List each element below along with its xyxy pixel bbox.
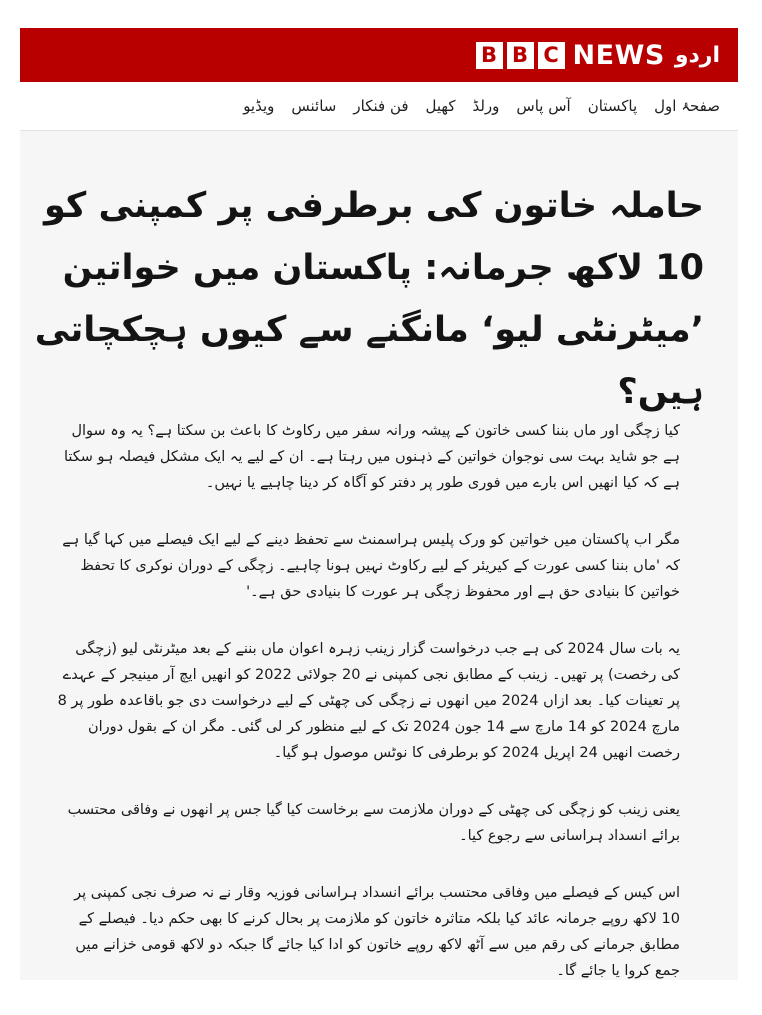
article-paragraph: یعنی زینب کو زچگی کی چھٹی کے دوران ملازمت سے برخاست کیا گیا جس پر انھوں نے وفاقی محتسب برائے انسداد ہراسانی سے رجوع کیا۔ xyxy=(67,802,680,844)
nav-item-home[interactable]: صفحۂ اول xyxy=(654,97,720,115)
logo-language-word: اردو xyxy=(674,42,720,68)
article-paragraph: یہ بات سال 2024 کی ہے جب درخواست گزار زینب زہرہ اعوان ماں بننے کے بعد میٹرنٹی لیو (زچگی کی رخصت) پر تھیں۔ زینب کے مطابق نجی کمپنی نے 20 جولائی 2022 کو انھیں ایچ آر مینیجر کے عہدے پر تعینات کیا۔ بعد ازاں 2024 میں انھوں نے زچگی کی چھٹی کے لیے درخواست دی جو باقاعدہ طور پر 8 مارچ 2024 کو 14 مارچ سے 14 جون 2024 تک کے لیے منظور کر لی گئی۔ مگر ان کے بقول دوران رخصت انھیں 24 اپریل 2024 کو برطرفی کا نوٹس موصول ہو گیا۔ xyxy=(57,641,680,761)
article-headline: حاملہ خاتون کی برطرفی پر کمپنی کو 10 لاکھ جرمانہ: پاکستان میں خواتین ’میٹرنٹی لیو‘ مانگنے سے کیوں ہچکچاتی ہیں؟ xyxy=(34,186,704,412)
article-body xyxy=(55,418,680,1015)
nav-item-science[interactable]: سائنس xyxy=(291,97,337,115)
nav-item-entertainment[interactable]: فن فنکار xyxy=(353,97,409,115)
article-container xyxy=(20,131,738,980)
nav-item-world[interactable]: ورلڈ xyxy=(472,97,500,115)
article-paragraph: مگر اب پاکستان میں خواتین کو ورک پلیس ہراسمنٹ سے تحفظ دینے کے لیے ایک فیصلے میں کہا گیا ہے کہ 'ماں بننا کسی عورت کے کیریئر کے لیے رکاوٹ نہیں ہونا چاہیے۔ زچگی کے دوران نوکری کا تحفظ خواتین کا بنیادی حق ہے اور محفوظ زچگی ہر عورت کا بنیادی حق ہے۔' xyxy=(62,532,680,600)
article-paragraph: اس کیس کے فیصلے میں وفاقی محتسب برائے انسداد ہراسانی فوزیہ وقار نے نہ صرف نجی کمپنی پر 10 لاکھ روپے جرمانہ عائد کیا بلکہ متاثرہ خاتون کو ملازمت پر بحال کرنے کا بھی حکم دیا۔ فیصلے کے مطابق جرمانے کی رقم میں سے آٹھ لاکھ روپے خاتون کو ادا کیا جائے گا جبکہ دو لاکھ قومی خزانے میں جمع کروا یا جائے گا۔ xyxy=(74,885,680,979)
article-paragraph: کیا زچگی اور ماں بننا کسی خاتون کے پیشہ ورانہ سفر میں رکاوٹ کا باعث بن سکتا ہے؟ یہ وہ سوال ہے جو شاید بہت سی نوجوان خواتین کے ذہنوں میں رہتا ہے۔ ان کے لیے یہ ایک مشکل فیصلہ ہو سکتا ہے کہ کیا انھیں اس بارے میں فوری طور پر دفتر کو آگاہ کر دینا چاہیے یا نہیں۔ xyxy=(63,423,680,491)
logo-letter-b1: B xyxy=(476,42,503,69)
logo-letter-c: C xyxy=(538,42,565,69)
logo-letter-b2: B xyxy=(507,42,534,69)
logo-news-word: NEWS xyxy=(572,39,665,71)
nav-item-pakistan[interactable]: پاکستان xyxy=(587,97,638,115)
nav-item-video[interactable]: ویڈیو xyxy=(243,97,275,115)
nav-item-region[interactable]: آس پاس xyxy=(516,97,571,115)
bbc-news-urdu-logo[interactable] xyxy=(476,28,720,82)
site-header xyxy=(20,28,738,82)
nav-item-sport[interactable]: کھیل xyxy=(425,97,456,115)
main-navigation xyxy=(20,82,738,131)
